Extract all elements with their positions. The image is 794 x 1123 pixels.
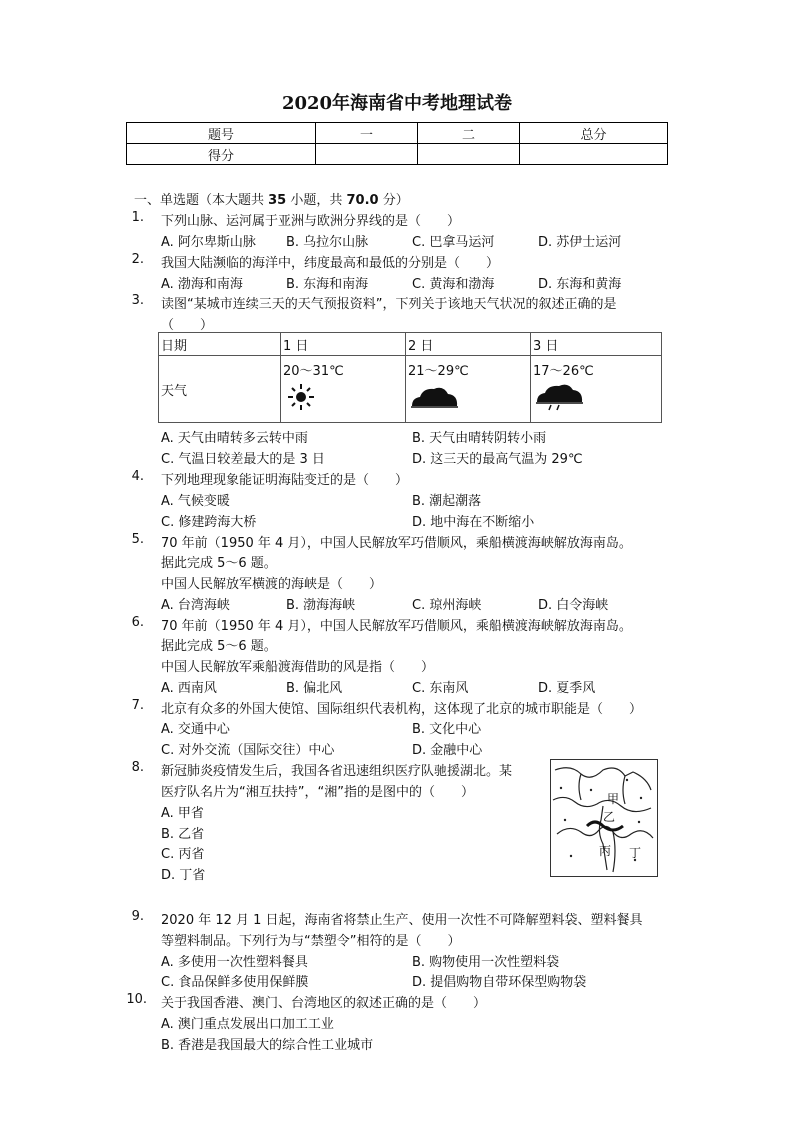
option-a[interactable]: A. 澳门重点发展出口加工工业 (161, 1017, 334, 1032)
option-c[interactable]: C. 巴拿马运河 (412, 235, 495, 250)
weather-header-cell: 1 日 (281, 333, 406, 356)
question-number: 5. (131, 532, 144, 547)
weather-header-cell: 2 日 (406, 333, 531, 356)
map-label: 丁 (629, 846, 642, 860)
score-row-label: 得分 (127, 144, 316, 165)
score-header-cell: 一 (316, 123, 418, 144)
option-c[interactable]: C. 黄海和渤海 (412, 277, 495, 292)
weather-day-3 (531, 356, 662, 423)
option-a[interactable]: A. 气候变暖 (161, 494, 230, 509)
section-heading: 一、单选题（本大题共 35 小题，共 70.0 分） (134, 193, 409, 208)
province-map (550, 759, 658, 877)
score-header-cell: 二 (418, 123, 520, 144)
option-d[interactable]: D. 白令海峡 (538, 598, 609, 613)
score-cell[interactable] (316, 144, 418, 165)
question-text: 下列山脉、运河属于亚洲与欧洲分界线的是（ ） (161, 214, 461, 229)
option-a[interactable]: A. 天气由晴转多云转中雨 (161, 431, 308, 446)
map-label: 丙 (599, 844, 612, 858)
sun-icon (285, 382, 403, 414)
weather-table (158, 332, 662, 423)
option-b[interactable]: B. 香港是我国最大的综合性工业城市 (161, 1038, 374, 1053)
option-a[interactable]: A. 台湾海峡 (161, 598, 230, 613)
page-title: 2020年海南省中考地理试卷 (281, 93, 513, 114)
question-number: 9. (131, 909, 144, 924)
question-text: 下列地理现象能证明海陆变迁的是（ ） (161, 473, 409, 488)
question-text: 我国大陆濒临的海洋中，纬度最高和最低的分别是（ ） (161, 256, 500, 271)
question-text: 新冠肺炎疫情发生后，我国各省迅速组织医疗队驰援湖北。某 (161, 764, 513, 779)
option-c[interactable]: C. 食品保鲜多使用保鲜膜 (161, 975, 309, 990)
map-label: 乙 (603, 810, 616, 824)
overcast-cloud-icon (410, 382, 528, 414)
option-d[interactable]: D. 这三天的最高气温为 29℃ (412, 452, 583, 467)
option-b[interactable]: B. 潮起潮落 (412, 494, 482, 509)
weather-day-1 (281, 356, 406, 423)
option-c[interactable]: C. 气温日较差最大的是 3 日 (161, 452, 325, 467)
option-d[interactable]: D. 丁省 (161, 868, 206, 883)
temperature-range: 17～26℃ (533, 364, 594, 379)
option-b[interactable]: B. 偏北风 (286, 681, 343, 696)
question-text: 中国人民解放军横渡的海峡是（ ） (161, 577, 383, 592)
option-c[interactable]: C. 东南风 (412, 681, 469, 696)
weather-day-2 (406, 356, 531, 423)
score-header-cell: 总分 (520, 123, 668, 144)
temperature-range: 20～31℃ (283, 364, 344, 379)
option-b[interactable]: B. 乙省 (161, 827, 205, 842)
option-d[interactable]: D. 提倡购物自带环保型购物袋 (412, 975, 587, 990)
option-b[interactable]: B. 东海和南海 (286, 277, 369, 292)
option-a[interactable]: A. 多使用一次性塑料餐具 (161, 955, 308, 970)
option-b[interactable]: B. 渤海海峡 (286, 598, 356, 613)
weather-header-cell: 3 日 (531, 333, 662, 356)
option-c[interactable]: C. 修建跨海大桥 (161, 515, 257, 530)
option-b[interactable]: B. 文化中心 (412, 722, 482, 737)
question-text: 中国人民解放军乘船渡海借助的风是指（ ） (161, 660, 435, 675)
temperature-range: 21～29℃ (408, 364, 469, 379)
question-text: 据此完成 5～6 题。 (161, 556, 277, 571)
option-d[interactable]: D. 苏伊士运河 (538, 235, 622, 250)
question-text: 2020 年 12 月 1 日起，海南省将禁止生产、使用一次性不可降解塑料袋、塑料餐具 (161, 913, 643, 928)
question-number: 4. (131, 469, 144, 484)
option-a[interactable]: A. 交通中心 (161, 722, 230, 737)
map-label: 甲 (607, 792, 620, 806)
question-number: 6. (131, 615, 144, 630)
option-c[interactable]: C. 琼州海峡 (412, 598, 482, 613)
question-text: 等塑料制品。下列行为与“禁塑令”相符的是（ ） (161, 934, 461, 949)
option-a[interactable]: A. 阿尔卑斯山脉 (161, 235, 256, 250)
question-text: 关于我国香港、澳门、台湾地区的叙述正确的是（ ） (161, 996, 487, 1011)
question-text: 读图“某城市连续三天的天气预报资料”，下列关于该地天气状况的叙述正确的是 (161, 297, 617, 312)
question-number: 10. (126, 992, 147, 1007)
option-c[interactable]: C. 丙省 (161, 847, 205, 862)
option-b[interactable]: B. 乌拉尔山脉 (286, 235, 369, 250)
weather-row-label: 天气 (159, 356, 281, 423)
score-cell[interactable] (418, 144, 520, 165)
option-d[interactable]: D. 金融中心 (412, 743, 483, 758)
option-b[interactable]: B. 购物使用一次性塑料袋 (412, 955, 560, 970)
option-d[interactable]: D. 地中海在不断缩小 (412, 515, 535, 530)
option-d[interactable]: D. 夏季风 (538, 681, 596, 696)
weather-header-cell: 日期 (159, 333, 281, 356)
question-text: 70 年前（1950 年 4 月），中国人民解放军巧借顺风，乘船横渡海峡解放海南岛。 (161, 536, 632, 551)
question-number: 3. (131, 293, 144, 308)
question-text: 70 年前（1950 年 4 月），中国人民解放军巧借顺风，乘船横渡海峡解放海南岛。 (161, 619, 632, 634)
option-a[interactable]: A. 渤海和南海 (161, 277, 243, 292)
question-number: 1. (131, 210, 144, 225)
question-text: 医疗队名片为“湘互扶持”，“湘”指的是图中的（ ） (161, 785, 474, 800)
question-text: 北京有众多的外国大使馆、国际组织代表机构，这体现了北京的城市职能是（ ） (161, 702, 643, 717)
score-header-cell: 题号 (127, 123, 316, 144)
question-number: 2. (131, 252, 144, 267)
question-text: 据此完成 5～6 题。 (161, 639, 277, 654)
score-table (126, 122, 668, 165)
question-number: 7. (131, 698, 144, 713)
question-text-answer-blank: （ ） (161, 318, 214, 333)
rain-cloud-icon (535, 382, 659, 416)
option-a[interactable]: A. 西南风 (161, 681, 217, 696)
option-c[interactable]: C. 对外交流（国际交往）中心 (161, 743, 335, 758)
score-cell[interactable] (520, 144, 668, 165)
option-a[interactable]: A. 甲省 (161, 806, 204, 821)
option-b[interactable]: B. 天气由晴转阴转小雨 (412, 431, 547, 446)
question-number: 8. (131, 760, 144, 775)
option-d[interactable]: D. 东海和黄海 (538, 277, 622, 292)
